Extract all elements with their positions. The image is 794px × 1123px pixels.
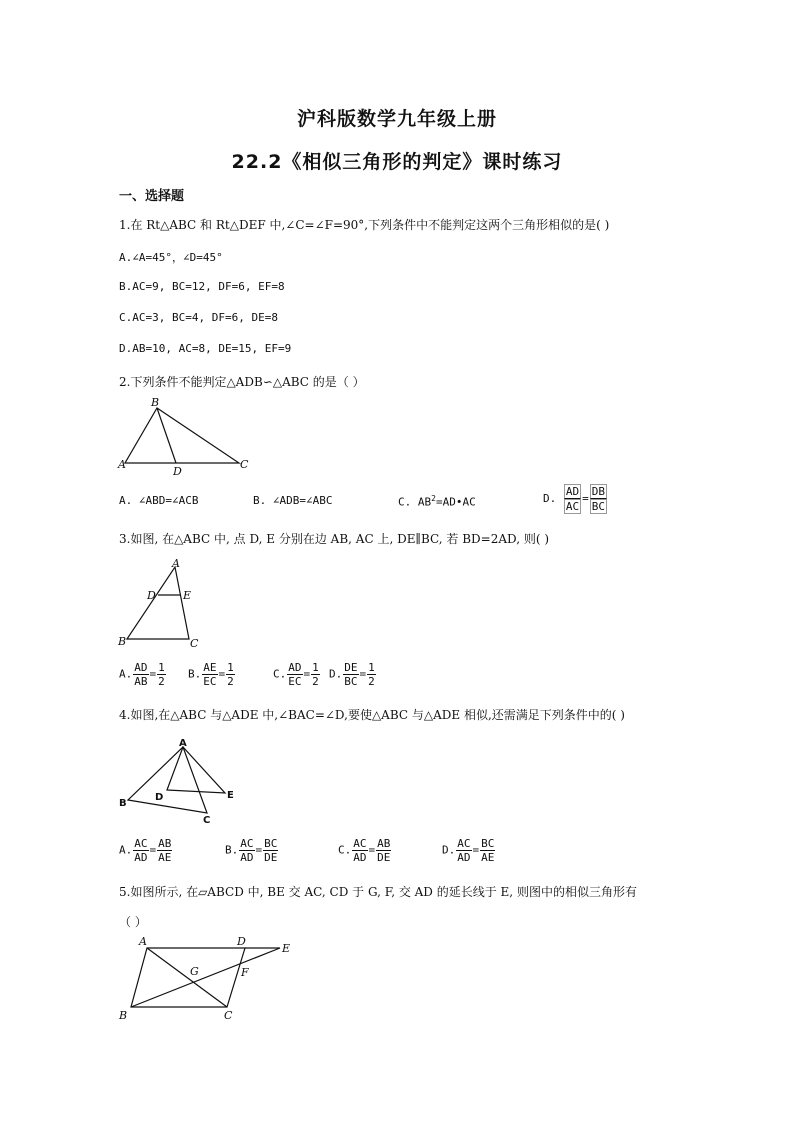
question-1-option-c: C.AC=3, BC=4, DF=6, DE=8 (119, 311, 278, 324)
label-b: B (119, 798, 127, 809)
label-c: C (224, 1009, 233, 1022)
triangle-abc (128, 747, 207, 813)
label-f: F (241, 966, 249, 979)
label-c: C (240, 458, 249, 471)
question-5-text: 5.如图所示, 在▱ABCD 中, BE 交 AC, CD 于 G, F, 交 AD 的延长线于 E, 则图中的相似三角形有 (119, 885, 637, 899)
label-a: A (179, 738, 187, 749)
label-d: D (237, 935, 246, 948)
label-d: D (147, 589, 156, 602)
question-3-option-d: D. $\frac{DE}{BC}$ = $\frac{1}{2}$ (329, 661, 375, 688)
question-5-answer-bracket: （ ） (119, 915, 147, 929)
question-5-figure (117, 932, 302, 1024)
question-2-option-b: B. ∠ADB=∠ABC (253, 494, 333, 507)
fraction-db-bc: $\frac{DB}{BC}$ (591, 485, 605, 513)
label-e: E (227, 790, 234, 801)
question-4-option-b: B. $\frac{AC}{AD}$ = $\frac{BC}{DE}$ (225, 837, 278, 864)
question-3-option-c: C. $\frac{AD}{EC}$ = $\frac{1}{2}$ (273, 661, 319, 688)
label-b: B (151, 396, 160, 409)
document-title: 沪科版数学九年级上册 (296, 108, 497, 130)
label-b: B (119, 1009, 128, 1022)
label-e: E (183, 589, 192, 602)
diagonal-ac (147, 948, 227, 1007)
label-a: A (139, 935, 147, 948)
label-b: B (118, 635, 127, 648)
question-4-option-c: C. $\frac{AC}{AD}$ = $\frac{AB}{DE}$ (338, 837, 391, 864)
question-1-option-a: A.∠A=45°，∠D=45° (119, 251, 223, 264)
question-4-text: 4.如图,在△ABC 与△ADE 中,∠BAC=∠D,要使△ABC 与△ADE 相似,还需满足下列条件中的( ) (119, 708, 625, 722)
question-3-option-b: B. $\frac{AE}{EC}$ = $\frac{1}{2}$ (188, 661, 234, 688)
question-2-figure (117, 396, 252, 476)
question-3-text: 3.如图, 在△ABC 中, 点 D, E 分别在边 AB, AC 上, DE∥BC, 若 BD=2AD, 则( ) (119, 532, 550, 546)
label-c: C (190, 637, 199, 650)
document-subtitle: 22.2《相似三角形的判定》课时练习 (231, 151, 563, 173)
fraction-ad-ac: $\frac{AD}{AC}$ (565, 485, 580, 513)
question-3-option-a: A. $\frac{AD}{AB}$ = $\frac{1}{2}$ (119, 661, 165, 688)
section-heading: 一、选择题 (119, 189, 185, 204)
question-2-option-c: C. $AB^2=AD•AC$ (398, 494, 476, 509)
question-2-option-d: D. $\frac{AD}{AC}$ = $\frac{DB}{BC}$ (543, 485, 605, 513)
label-c: C (203, 815, 211, 826)
question-3-figure (117, 557, 207, 652)
question-4-option-a: A. $\frac{AC}{AD}$ = $\frac{AB}{AE}$ (119, 837, 172, 864)
triangle-abc (127, 567, 192, 639)
question-2-text: 2.下列条件不能判定△ADB∽△ABC 的是（ ） (119, 375, 365, 389)
label-d: D (155, 792, 164, 803)
question-2-option-a: A. ∠ABD=∠ACB (119, 494, 199, 507)
segment-bd (157, 408, 176, 463)
question-4-figure (117, 736, 247, 826)
question-1-option-b: B.AC=9, BC=12, DF=6, EF=8 (119, 280, 285, 293)
label-a: A (172, 557, 180, 570)
label-g: G (190, 965, 199, 978)
segment-be (131, 948, 280, 1007)
label-a: A (118, 458, 126, 471)
triangle-abc (125, 408, 239, 463)
label-d: D (173, 465, 182, 476)
question-4-option-d: D. $\frac{AC}{AD}$ = $\frac{BC}{AE}$ (442, 837, 495, 864)
label-e: E (282, 942, 291, 955)
question-1-option-d: D.AB=10, AC=8, DE=15, EF=9 (119, 342, 292, 355)
question-1-text: 1.在 Rt△ABC 和 Rt△DEF 中,∠C=∠F=90°,下列条件中不能判定这两个三角形相似的是( ) (119, 218, 610, 232)
